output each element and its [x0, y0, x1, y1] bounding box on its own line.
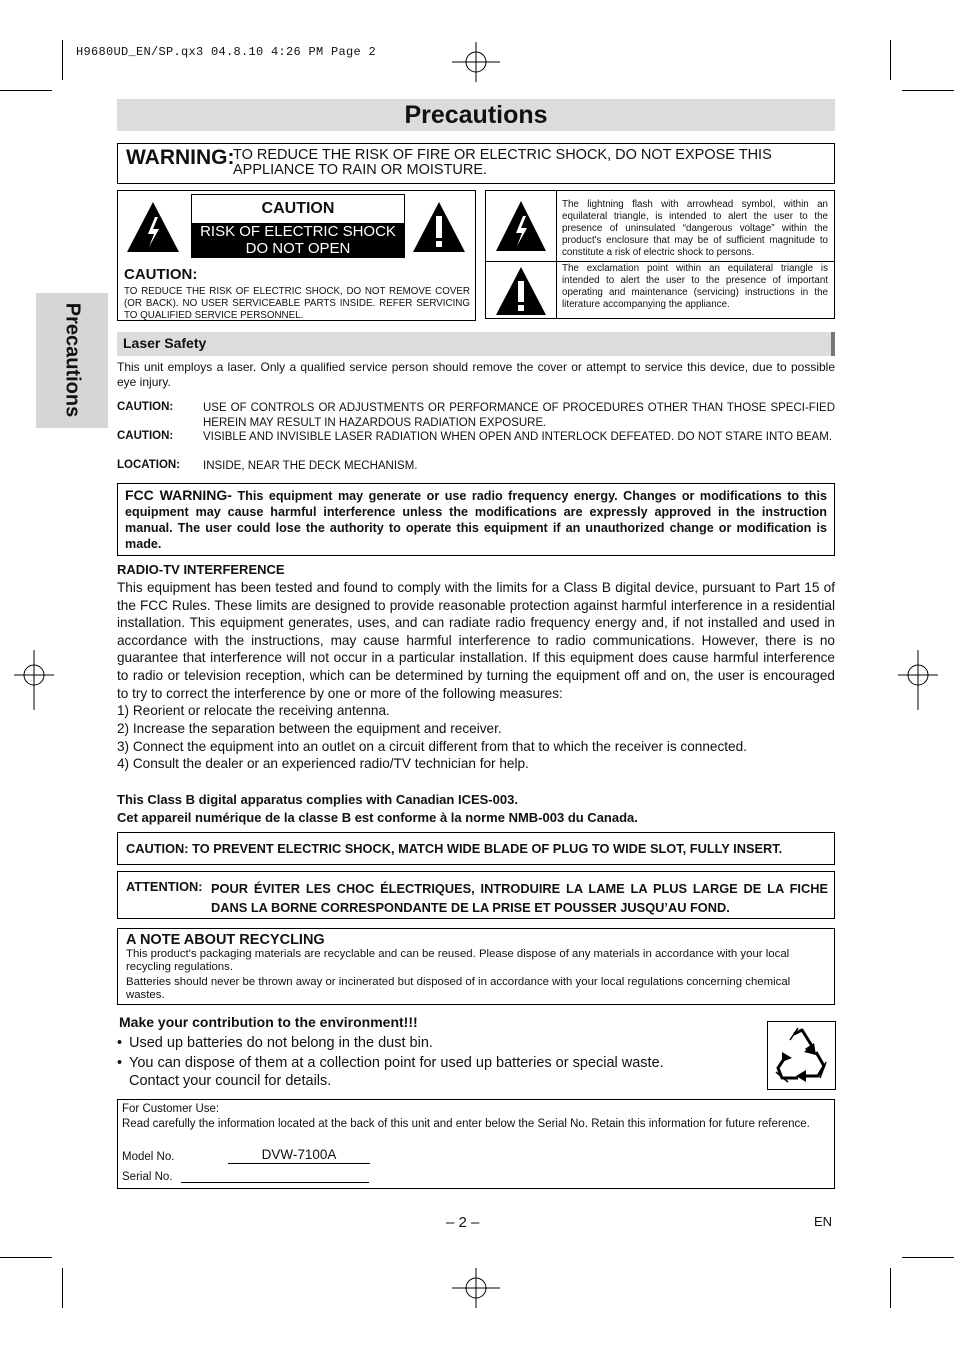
caution-label-panel — [191, 194, 405, 258]
recycle-icon — [767, 1021, 836, 1090]
plug-caution-text: CAUTION: TO PREVENT ELECTRIC SHOCK, MATCH WIDE BLADE OF PLUG TO WIDE SLOT, FULLY INSERT. — [126, 841, 783, 856]
serial-number-label: Serial No. — [122, 1171, 173, 1183]
radio-tv-body: This equipment has been tested and found to comply with the limits for a Class B digital device, pursuant to Part 15 of the FCC Rules. These limits are designed to provide reasonable protection against harmful interference in a residential installation. This equipment generates, uses, and can radiate radio frequency energy and, if not installed and used in accordance with the instructions, may cause harmful interference to radio communications. However, there is no guarantee that interference will not occur in a particular installation. If this equipment does cause harmful interference to radio or television reception, which can be determined by turning the equipment off and on, the user is encouraged to try to correct the interference by one or more of the following measures: — [117, 580, 835, 701]
list-item: 3) Connect the equipment into an outlet on a circuit different from that to which the receiver is connected. — [117, 739, 747, 754]
attention-text: POUR ÉVITER LES CHOC ÉLECTRIQUES, INTRODUIRE LA LAME LA PLUS LARGE DE LA FICHE DANS LA BORNE CORRESPONDANTE DE LA PRISE ET POUSSER JUSQU’AU FOND. — [211, 881, 828, 915]
warning-text: TO REDUCE THE RISK OF FIRE OR ELECTRIC SHOCK, DO NOT EXPOSE THIS APPLIANCE TO RAIN OR MOISTURE. — [233, 147, 772, 178]
caution-label-subtitle: RISK OF ELECTRIC SHOCK DO NOT OPEN — [192, 223, 404, 257]
model-number-label: Model No. — [122, 1151, 175, 1163]
laser-safety-heading-bar — [117, 332, 835, 356]
registration-mark-top — [452, 42, 500, 82]
print-slug: H9680UD_EN/SP.qx3 04.8.10 4:26 PM Page 2 — [76, 45, 377, 59]
customer-use-box — [117, 1099, 835, 1189]
crop-mark — [62, 40, 63, 80]
crop-mark — [890, 40, 891, 80]
radio-tv-heading: RADIO-TV INTERFERENCE — [117, 562, 285, 577]
caution-text: TO REDUCE THE RISK OF ELECTRIC SHOCK, DO NOT REMOVE COVER (OR BACK). NO USER SERVICEABLE PARTS INSIDE. REFER SERVICING TO QUALIFIED SERVICE PERSONNEL. — [124, 286, 470, 321]
symbols-box — [485, 190, 835, 319]
fcc-warning-box — [117, 483, 835, 556]
environment-heading: Make your contribution to the environment!!! — [119, 1014, 418, 1030]
recycling-text-packaging: This product's packaging materials are recyclable and can be reused. Please dispose of any materials in accordance with your local recycling regulations. — [126, 948, 790, 973]
recycling-box — [117, 928, 835, 1005]
laser-caution-label: CAUTION: — [117, 401, 174, 413]
laser-location-text: INSIDE, NEAR THE DECK MECHANISM. — [203, 460, 418, 472]
side-tab — [36, 293, 108, 428]
list-item-continuation: Contact your council for details. — [129, 1073, 332, 1089]
warning-box — [117, 143, 835, 184]
symbols-column-divider — [556, 191, 557, 318]
list-item: 4) Consult the dealer or an experienced radio/TV technician for help. — [117, 756, 529, 771]
crop-mark — [0, 90, 52, 91]
list-item: 2) Increase the separation between the equipment and receiver. — [117, 721, 502, 736]
crop-mark — [902, 90, 954, 91]
exclamation-warning-icon — [410, 199, 468, 255]
registration-mark-right — [898, 650, 938, 710]
fcc-warning-label: FCC WARNING- — [125, 487, 232, 503]
list-item: • Used up batteries do not belong in the dust bin. — [117, 1035, 433, 1051]
side-tab-label: Precautions — [61, 302, 84, 418]
page-title-bar — [117, 99, 835, 131]
attention-box — [117, 871, 835, 919]
page-number: – 2 – — [446, 1214, 480, 1231]
registration-mark-bottom — [452, 1268, 500, 1308]
list-item: • You can dispose of them at a collection point for used up batteries or special waste. — [117, 1055, 664, 1071]
caution-panel-box — [117, 190, 476, 321]
laser-location-label: LOCATION: — [117, 459, 181, 471]
laser-caution-text: VISIBLE AND INVISIBLE LASER RADIATION WHEN OPEN AND INTERLOCK DEFEATED. DO NOT STARE INTO BEAM. — [203, 431, 833, 443]
crop-mark — [62, 1268, 63, 1308]
recycling-text-batteries: Batteries should never be thrown away or incinerated but disposed of in accordance with your local regulations concerning chemical wastes. — [126, 976, 791, 1001]
model-number-value: DVW-7100A — [228, 1147, 370, 1164]
customer-use-heading: For Customer Use: — [122, 1103, 220, 1115]
language-code: EN — [814, 1214, 833, 1229]
lightning-symbol-icon — [493, 198, 549, 254]
canada-compliance: This Class B digital apparatus complies with Canadian ICES-003. Cet appareil numérique de la classe B est conforme à la norme NMB-003 du Canada. — [117, 792, 638, 825]
crop-mark — [0, 1257, 52, 1258]
laser-safety-heading: Laser Safety — [123, 335, 207, 351]
page-title: Precautions — [404, 101, 548, 129]
symbols-row-divider — [486, 261, 834, 262]
lightning-symbol-text: The lightning flash with arrowhead symbol, within an equilateral triangle, is intended to alert the user to the presence of uninsulated “dangerous voltage” within the product's enclosure that may be of sufficient magnitude to constitute a risk of electric shock to persons. — [562, 199, 828, 258]
laser-caution-label: CAUTION: — [117, 430, 174, 442]
customer-use-instructions: Read carefully the information located at the back of this unit and enter below the Serial No. Retain this information for future reference. — [122, 1118, 810, 1130]
lightning-warning-icon — [124, 199, 182, 255]
crop-mark — [890, 1268, 891, 1308]
exclamation-symbol-icon — [493, 264, 549, 318]
heading-bar-accent — [831, 332, 835, 356]
serial-number-field — [181, 1182, 369, 1183]
list-item: 1) Reorient or relocate the receiving antenna. — [117, 703, 390, 718]
crop-mark — [902, 1257, 954, 1258]
plug-caution-box — [117, 832, 835, 865]
laser-caution-text: USE OF CONTROLS OR ADJUSTMENTS OR PERFORMANCE OF PROCEDURES OTHER THAN THOSE SPECI-FIED HEREIN MAY RESULT IN HAZARDOUS RADIATION EXPOSURE. — [203, 402, 835, 429]
recycle-symbol-icon — [768, 1022, 835, 1089]
exclamation-symbol-text: The exclamation point within an equilateral triangle is intended to alert the user to the presence of important operating and maintenance (servicing) instructions in the literature accompanying the appliance. — [562, 263, 828, 310]
caution-heading: CAUTION: — [124, 266, 198, 283]
fcc-warning-text: FCC WARNING- This equipment may generate or use radio frequency energy. Changes or modifications to this equipment may cause harmful interference unless the modifications are expressly approved in the instruction manual. The user could lose the authority to operate this equipment if an unauthorized change or modification is made. — [125, 487, 827, 551]
registration-mark-left — [14, 650, 54, 710]
attention-label: ATTENTION: — [126, 879, 203, 894]
laser-intro: This unit employs a laser. Only a qualified service person should remove the cover or attempt to service this device, due to possible eye injury. — [117, 360, 835, 389]
caution-label-title: CAUTION — [261, 200, 335, 217]
warning-label: WARNING: — [126, 146, 235, 169]
recycling-heading: A NOTE ABOUT RECYCLING — [126, 932, 325, 948]
